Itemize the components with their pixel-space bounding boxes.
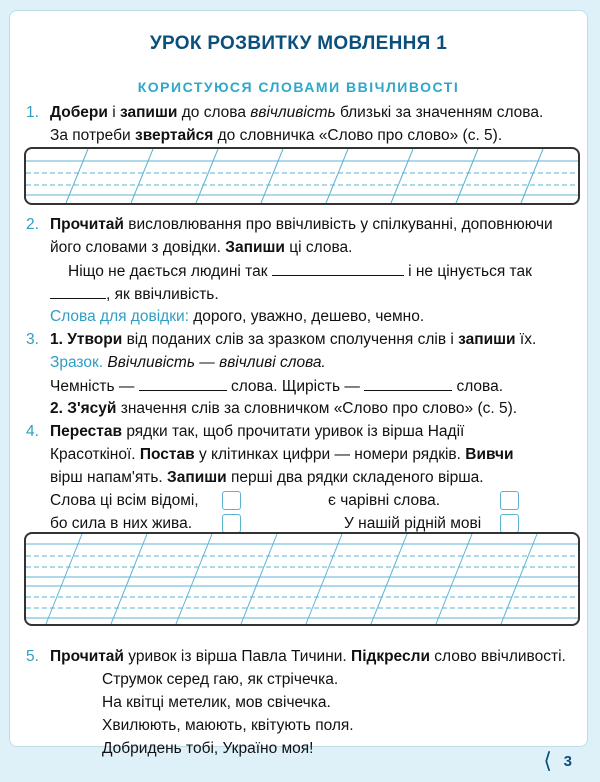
task-4-writing-area[interactable] bbox=[24, 532, 580, 626]
task-3-sample: Зразок. Ввічливість — ввічливі слова. bbox=[50, 354, 326, 371]
task-4-instruction-line-2: Красоткіної. Постав у клітинках цифри — номери рядків. Вивчи bbox=[50, 446, 514, 463]
task-2-instruction-line-1: Прочитай висловлювання про ввічливість у спілкуванні, доповнюючи bbox=[50, 216, 553, 233]
page-number: 3 bbox=[563, 753, 572, 770]
task-3-instruction-line-2: 2. З'ясуй значення слів за словничком «Слово про слово» (с. 5). bbox=[50, 400, 518, 417]
answer-blank-4[interactable] bbox=[364, 376, 452, 391]
task-2-sentence-line-1: Ніщо не дається людині так і не цінується так bbox=[68, 263, 532, 280]
poem-line-4: Добридень тобі, Україно моя! bbox=[102, 740, 314, 757]
line-number-box-2[interactable] bbox=[500, 491, 519, 510]
task-2-instruction-line-2: його словами з довідки. Запиши ці слова. bbox=[50, 239, 353, 256]
page-number-bracket-icon: ⟨ bbox=[543, 748, 552, 773]
poem-line-option-1: Слова ці всім відомі, bbox=[50, 492, 199, 509]
task-1-number: 1. bbox=[26, 104, 39, 121]
line-number-box-4[interactable] bbox=[500, 514, 519, 533]
task-2-hint: Слова для довідки: дорого, уважно, дешево, чемно. bbox=[50, 308, 425, 325]
task-1-writing-area[interactable] bbox=[24, 147, 580, 205]
task-5-instruction: Прочитай уривок із вірша Павла Тичини. Підкресли слово ввічливості. bbox=[50, 648, 566, 665]
poem-line-option-4: У нашій рідній мові bbox=[344, 515, 482, 532]
task-4-number: 4. bbox=[26, 423, 39, 440]
poem-line-1: Струмок серед гаю, як стрічечка. bbox=[102, 671, 339, 688]
task-1-instruction-line-2: За потреби звертайся до словничка «Слово про слово» (с. 5). bbox=[50, 127, 503, 144]
lesson-title: УРОК РОЗВИТКУ МОВЛЕННЯ 1 bbox=[149, 33, 448, 54]
line-number-box-3[interactable] bbox=[222, 514, 241, 533]
line-number-box-1[interactable] bbox=[222, 491, 241, 510]
workbook-page bbox=[9, 10, 588, 757]
task-3-exercise: Чемність — слова. Щирість — слова. bbox=[50, 378, 504, 395]
task-4-instruction-line-1: Перестав рядки так, щоб прочитати уривок із вірша Надії bbox=[50, 423, 465, 440]
poem-line-3: Хвилюють, маюють, квітують поля. bbox=[102, 717, 354, 734]
answer-blank-2[interactable] bbox=[50, 284, 106, 299]
poem-line-2: На квітці метелик, мов свічечка. bbox=[102, 694, 331, 711]
lesson-subtitle: КОРИСТУЮСЯ СЛОВАМИ ВВІЧЛИВОСТІ bbox=[137, 79, 460, 95]
task-2-sentence-line-2: , як ввічливість. bbox=[50, 284, 219, 305]
task-5-number: 5. bbox=[26, 648, 39, 665]
task-3-number: 3. bbox=[26, 331, 39, 348]
answer-blank-3[interactable] bbox=[139, 376, 227, 391]
task-4-instruction-line-3: вірш напам'ять. Запиши перші два рядки складеного вірша. bbox=[50, 469, 484, 486]
poem-line-option-3: бо сила в них жива. bbox=[50, 515, 193, 532]
poem-line-option-2: є чарівні слова. bbox=[328, 492, 441, 509]
task-1-instruction-line-1: Добери і запиши до слова ввічливість близькі за значенням слова. bbox=[50, 104, 544, 121]
answer-blank-1[interactable] bbox=[272, 261, 404, 276]
task-3-instruction-line-1: 1. Утвори від поданих слів за зразком сполучення слів і запиши їх. bbox=[50, 331, 537, 348]
task-2-number: 2. bbox=[26, 216, 39, 233]
